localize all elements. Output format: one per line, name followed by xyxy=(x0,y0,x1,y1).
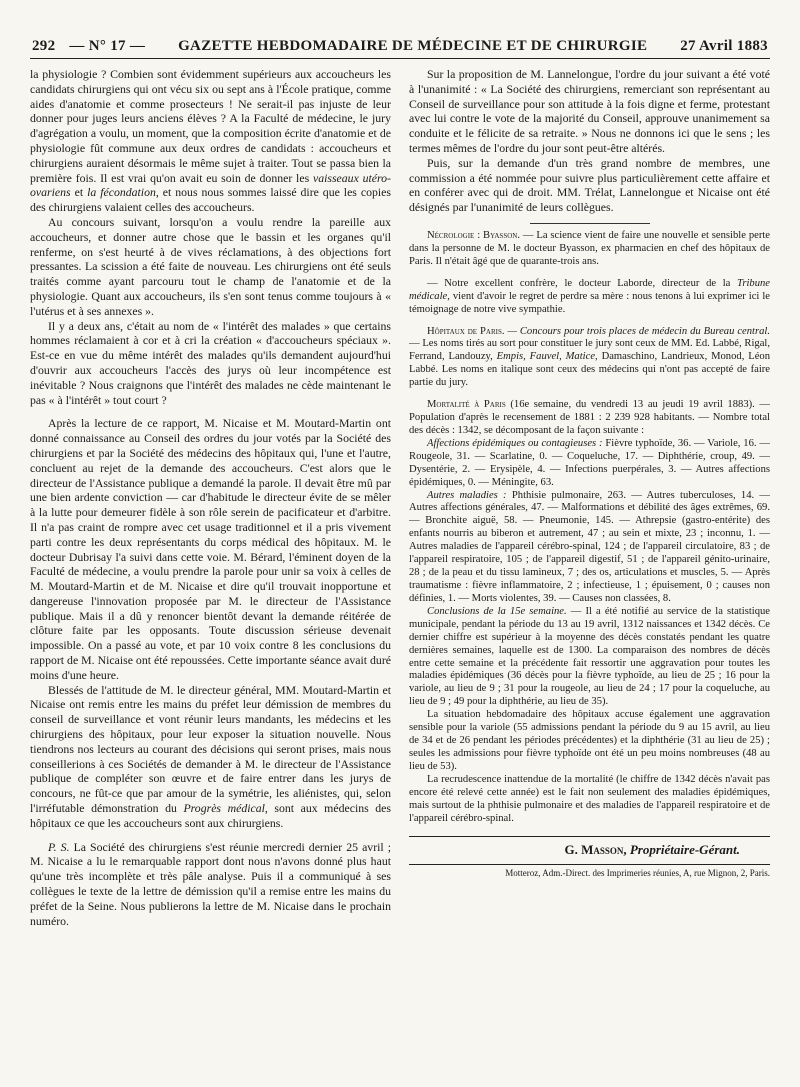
section-divider xyxy=(530,223,650,224)
issue-date: 27 Avril 1883 xyxy=(680,38,768,54)
columns xyxy=(30,67,770,1077)
printer-imprint: Motteroz, Adm.-Direct. des Imprimeries réunies, A, rue Mignon, 2, Paris. xyxy=(409,864,770,879)
right-column xyxy=(409,67,770,1077)
hospitals-item xyxy=(409,326,770,391)
postscript xyxy=(30,840,391,929)
section-label: Mortalité à Paris xyxy=(427,399,506,411)
italic-run: vaisseaux utéro-ovariens xyxy=(30,170,391,200)
text-run: Blessés de l'attitude de M. le directeur général, MM. Moutard-Martin et Nicaise ont remis entre les mains du préfet leur démission de membres du conseil de surveillance et vont réunir leurs mandants, les médecins et les chirurgiens des hôpitaux, pour leur exposer la situation nouvelle. Nous tiendrons nos lecteurs au courant des décisions qui seront prises, mais nous conseillerions à ces Sociétés de demander à M. le directeur de l'Assistance publique de compléter son œuvre et de faire entrer dans les jurys de concours, ne fût-ce que par amour de la symétrie, les aliénistes, qui, selon l'irréfutable démonstration du xyxy=(30,682,391,816)
italic-run: Autres maladies : xyxy=(427,489,507,501)
italic-run: Progrès médical xyxy=(183,801,265,816)
text-run: — Les noms tirés au sort pour constituer le jury sont ceux de MM. Ed. Labbé, Rigal, Ferrand, Landouzy, xyxy=(409,338,770,363)
text-run: Phthisie pulmonaire, 263. — Autres tuberculoses, 14. — Autres affections générales, 47. — Malformations et débilité des âges extrêmes, 69. — Bronchite aiguë, 58. — Pneumonie, 145. — Athrepsie (gastro-entérite) des enfants nourris au biberon et autrement, 47 ; au sein et mixte, 23 ; inconnu, 1. — Autres maladies de l'appareil cérébro-spinal, 124 ; de l'appareil circulatoire, 83 ; de l'appareil respiratoire, 105 ; de l'appareil digestif, 51 ; de l'appareil génito-urinaire, 28 ; de la peau et du tissu lamineux, 7 ; des os, articulations et muscles, 5. — Après traumatisme : fièvre inflammatoire, 2 ; infectieuse, 1 ; épuisement, 0 ; causes non définies, 1. — Morts violentes, 39. — Causes non classées, 8. xyxy=(409,489,770,604)
italic-run: Empis, Fauvel, Matice, xyxy=(496,351,598,363)
other-diseases xyxy=(409,490,770,606)
laborde-item xyxy=(409,278,770,317)
left-column xyxy=(30,67,391,1077)
text-run: , vient d'avoir le regret de perdre sa mère : nous tenons à lui exprimer ici le témoignage de notre vive sympathie. xyxy=(409,290,770,315)
postscript-label: P. S. xyxy=(48,839,70,854)
left-paragraph xyxy=(30,683,391,831)
running-head xyxy=(30,38,770,59)
epidemic-affections xyxy=(409,438,770,490)
weekly-conclusions xyxy=(409,606,770,709)
signature-title: Propriétaire-Gérant. xyxy=(629,841,740,857)
text-run: (16e semaine, du vendredi 13 au jeudi 19 avril 1883). — Population d'après le recensement de 1881 : 2 239 928 habitants. — Nombre total des décès : 1342, se décomposant de la façon suivante : xyxy=(409,399,770,436)
left-paragraph: Au concours suivant, lorsqu'on a voulu rendre la pareille aux accoucheurs, et donner autre chose que le bassin et les organes qu'il renferme, on s'est heurté à de vives réclamations, à des objections fort pressantes. La scission a été faite de nouveau. Les chirurgiens ont été seuls traités comme ayant parcouru tout le champ de l'anatomie et de la physiologie. Quant aux accoucheurs, ils s'en sont tenus comme toujours à « l'utérus et à ses annexes ». xyxy=(30,214,391,318)
italic-run: — Concours pour trois places de médecin du Bureau central. xyxy=(507,325,770,337)
text-run: — Il a été notifié au service de la statistique municipale, pendant la période du 13 au 19 avril, 1312 naissances et 1342 décès. Ce dernier chiffre est supérieur à la moyenne des décès constatés pendant les quatre dernières semaines, laquelle est de 1300. La comparaison des nombres de décès entre cette semaine et la précédente fait ressortir une aggravation pour toutes les maladies épidémiques (36 décès pour la fièvre typhoïde, au lieu de 25 ; 16 pour la variole, au lieu de 9 ; 31 pour la rougeole, au lieu de 24 ; 17 pour la coqueluche, au lieu de 9 ; 49 pour la diphthérie, au lieu de 35). xyxy=(409,605,770,708)
signature xyxy=(409,836,770,858)
publication-title: GAZETTE HEBDOMADAIRE DE MÉDECINE ET DE CHIRURGIE xyxy=(178,38,648,54)
section-label: Hôpitaux de Paris. xyxy=(427,325,505,337)
text-run: , et nous nous sommes laissé dire que les copies des chirurgiens valaient celles des accoucheurs. xyxy=(30,185,391,215)
text-run: — Notre excellent confrère, le docteur Laborde, directeur de la xyxy=(427,277,731,289)
italic-run: Affections épidémiques ou contagieuses : xyxy=(427,437,603,449)
right-paragraph: Sur la proposition de M. Lannelongue, l'ordre du jour suivant a été voté à l'unanimité : « La Société des chirurgiens, remerciant son représentant au Conseil de surveillance pour son attitude à la fois digne et ferme, protestant avec lui contre le vote de la majorité du Conseil, approuve unanimement sa conduite et le félicite de sa retraite. » Nous ne donnons ici que le sens ; les termes mêmes de l'ordre du jour sont peut-être altérés. xyxy=(409,67,770,155)
left-paragraph xyxy=(30,67,391,215)
left-paragraph: Il y a deux ans, c'était au nom de « l'intérêt des malades » que certains hommes réclamaient à cor et à cri la création « d'accoucheurs spéciaux ». Est-ce en vue du même intérêt des malades qu'ils demandent aujourd'hui d'ouvrir aux accoucheurs l'accès des jurys où leur incompétence est inévitable ? Nous craignons que l'intérêt des malades ne cède maintenant le pas « à l'intérêt » tout court ? xyxy=(30,318,391,407)
right-paragraph: Puis, sur la demande d'un très grand nombre de membres, une commission a été nommée pour suivre plus particulièrement cette affaire et en conférer avec qui de droit. MM. Trélat, Lannelongue et Nicaise ont été désignés par l'unanimité de leurs collègues. xyxy=(409,155,770,215)
signature-name: G. Masson, xyxy=(564,841,627,857)
issue-number: — N° 17 — xyxy=(69,38,146,54)
text-run: la physiologie ? Combien sont évidemment supérieurs aux accoucheurs les candidats chirurgiens qui ont vécu six ou sept ans à l'École pratique, comme aides d'anatomie et comme prosecteurs ! Ne serait-il pas injuste de leur donner pour juges leurs anciens élèves ? A la Faculté de médecine, le jury d'agrégation a voulu, un moment, que la composition écrite d'anatomie et de physiologie fût commune aux deux ordres de candidats : accoucheurs et chirurgiens auraient désormais le même sujet à traiter. Tout se passa bien la première fois. Il est vrai qu'on avait eu soin de donner les xyxy=(30,67,391,185)
section-label: Nécrologie : Byasson. xyxy=(427,229,520,241)
text-run: — La science vient de faire une nouvelle et sensible perte dans la personne de M. le docteur Byasson, ex pharmacien en chef des hôpitaux de Paris. Il n'était âgé que de quarante-trois ans. xyxy=(409,229,770,267)
italic-run: la fécondation xyxy=(87,185,156,200)
left-paragraph: Après la lecture de ce rapport, M. Nicaise et M. Moutard-Martin ont donné connaissance au Conseil des ordres du jour votés par la Société des chirurgiens et par la Société des médecins des hôpitaux qui, l'une et l'autre, concluent au rejet de la demande des accoucheurs. C'est alors que le directeur de l'Assistance publique a demandé la parole. Il devait être mû par une bien ardente conviction — car d'habitude le directeur évite de se mêler à la lutte pour demeurer fidèle à son rôle serein de pacificateur et d'arbitre. Il n'a pas craint de rompre avec cet usage traditionnel et il a pris vivement parti contre les deux représentants du corps médical des hôpitaux. M. le docteur Dubrisay l'a suivi dans cette voie. M. Bérard, l'éminent doyen de la Faculté de médecine, a voulu prendre la parole pour unir sa voix à celles de M. Moutard-Martin et de M. Nicaise et dire qu'il trouvait inopportune et dangereuse l'innovation proposée par M. le directeur de l'Assistance publique. Mais il a dû y renoncer bientôt devant la demande réitérée de clôture faite par les opposants. Toute discussion sérieuse devenait impossible. On a passé au vote, et par 10 voix contre 8 les conclusions du rapport de M. Nicaise ont été repoussées. Cette importante séance avait duré moins d'une heure. xyxy=(30,416,391,682)
text-run: et xyxy=(74,185,84,200)
mortality-item xyxy=(409,399,770,438)
italic-run: Conclusions de la 15e semaine. xyxy=(427,605,567,617)
mortality-recrudescence: La recrudescence inattendue de la mortalité (le chiffre de 1342 décès n'avait pas encore été relevé cette année) est le fait non seulement des maladies épidémiques, mais surtout de la phthisie pulmonaire et des maladies de l'appareil respiratoire et de l'appareil cérébro-spinal. xyxy=(409,773,770,824)
text-run: La Société des chirurgiens s'est réunie mercredi dernier 25 avril ; M. Nicaise a lu le remarquable rapport dont nous n'avons donné plus haut qu'une très incomplète et très pâle analyse. Puis il a communiqué à ses collègues le texte de la lettre de démission qu'il a remise entre les mains du préfet de la Seine. Nous publierons la lettre de M. Nicaise dans le prochain numéro. xyxy=(30,839,391,928)
hospital-situation: La situation hebdomadaire des hôpitaux accuse également une aggravation sensible pour la variole (55 admissions pendant la période du 9 au 15 avril, au lieu de 34 et de 26 pendant les périodes précédentes) et la diphthérie (31 au lieu de 25) ; seules les admissions pour fièvre typhoïde ont été un peu moins nombreuses (48 au lieu de 53). xyxy=(409,709,770,772)
text-run: , sont aux médecins des hôpitaux ce que les accoucheurs sont aux chirurgiens. xyxy=(30,801,391,830)
italic-run: Tribune médicale xyxy=(409,277,770,302)
text-run: Fièvre typhoïde, 36. — Variole, 16. — Rougeole, 31. — Scarlatine, 0. — Coqueluche, 17. — Diphthérie, croup, 49. — Dysentérie, 2. — Erysipèle, 4. — Infections puerpérales, 3. — Autres affections épidémiques, 0. — Méningite, 63. xyxy=(409,437,770,488)
text-run: Damaschino, Landrieux, Monod, Léon Labbé. Les noms en italique sont ceux des médecins qui n'ont pas accepté de faire partie du jury. xyxy=(409,351,770,389)
page-number: 292 xyxy=(32,38,56,54)
necrology-item xyxy=(409,230,770,269)
